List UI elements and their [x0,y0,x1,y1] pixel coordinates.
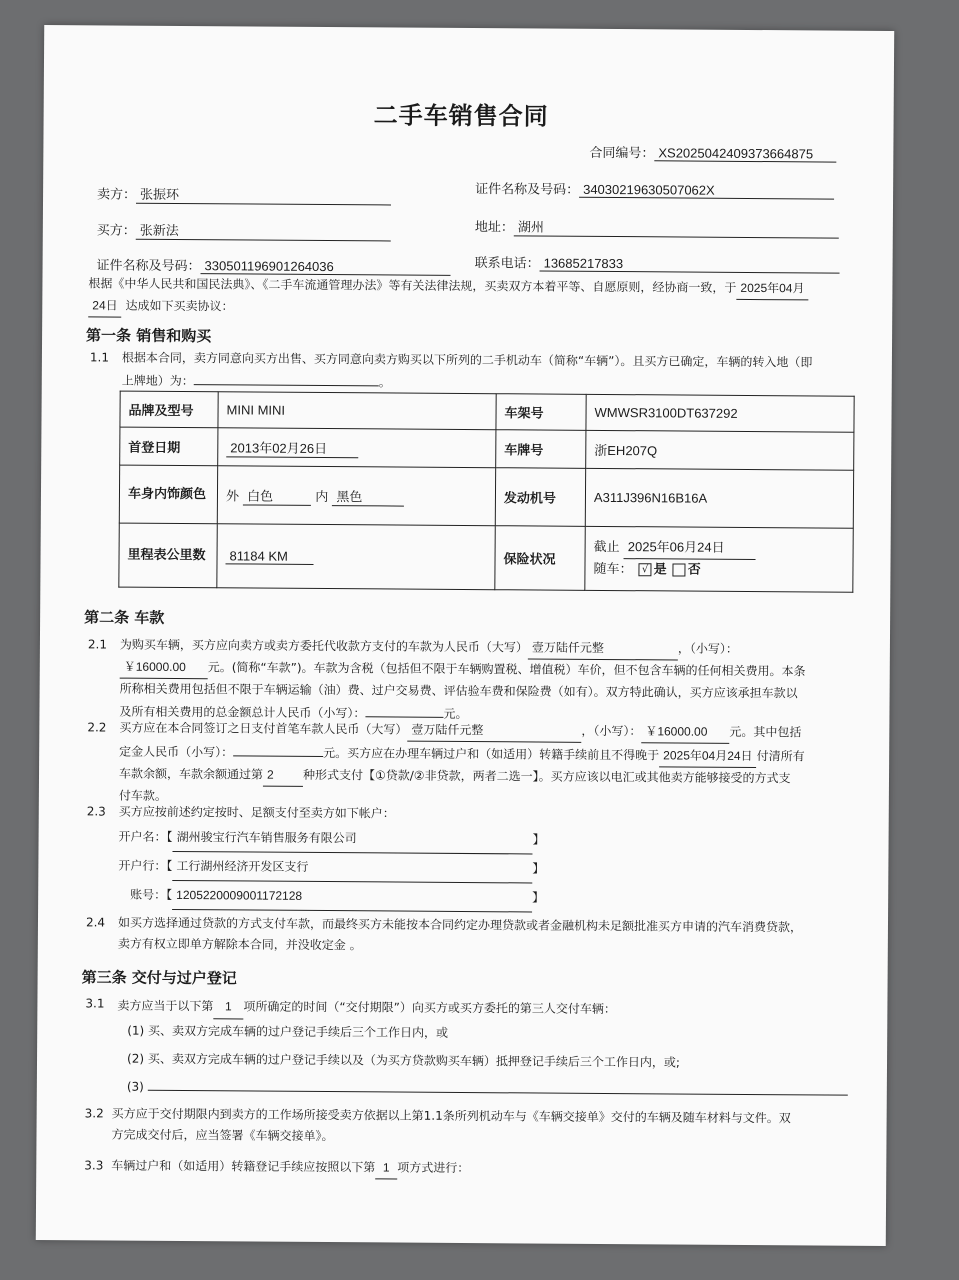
clause-3-2-number: 3.2 [84,1106,104,1121]
clause-1-1-text: 根据本合同，卖方同意向买方出售、买方同意向卖方购买以下所列的二手机动车（简称“车辆”）。且买方已确定，车辆的转入地（即 [121,350,813,370]
color-cell [217,466,495,526]
account-number-close: 】 [532,890,545,905]
exterior-color: 白色 [243,485,311,505]
account-number-label: 账号：【 [130,887,173,902]
seller-field [97,183,391,205]
clause-2-1 [119,635,860,728]
clause-3-3 [111,1156,856,1183]
mileage-label: 里程表公里数 [119,523,217,588]
clause-2-4-number: 2.4 [85,915,106,930]
contract-number [589,142,836,163]
bank-name: 工行湖州经济开发区支行 [172,852,532,884]
clause-3-1-number: 3.1 [85,996,105,1011]
buyer-name: 张新法 [136,220,391,242]
delivery-option-3-label: (3) [126,1079,144,1094]
clause-3-1-text-b: 项所确定的时间（“交付期限”）向买方或买方委托的第三人交付车辆： [243,999,616,1017]
insurance-label: 保险状况 [495,526,585,591]
clause-1-1-number: 1.1 [89,350,110,365]
registration-date-cell [218,428,496,468]
brand-value: MINI MINI [218,392,496,430]
contract-page [36,25,894,1246]
clause-2-2-text-2c: 付清所有 [756,749,805,764]
clause-3-2 [111,1104,856,1151]
delivery-option-2: (2) 买、卖双方完成车辆的过户登记手续以及（为买方贷款购买车辆）抵押登记手续后三个工作日内，或; [126,1051,680,1070]
buyer-id-value: 330501196901264036 [201,258,451,276]
buyer-address-value: 湖州 [514,216,839,238]
clause-2-2-text-4: 付车款。 [118,788,167,803]
account-name-close: 】 [532,832,545,847]
seller-label: 卖方： [97,187,137,203]
balance-due-date: 2025年04月24日 [659,745,757,768]
clause-2-4-text-2: 卖方有权立即单方解除本合同，并没收定金 。 [117,936,362,953]
clause-3-3-text: 车辆过户和（如适用）转籍登记手续应按照以下第 [111,1158,376,1175]
preamble-date-day: 24日 [88,295,122,317]
clause-2-2-text-c: 元。其中包括 [729,724,802,740]
delivery-option-3-blank [148,1075,848,1096]
clause-2-1-text-2: 元。(简称“车款”)。车款为含税（包括但不限于车辆购置税、增值税）车价，但不包含车辆的任何相关费用。本条 [207,660,806,679]
no-label: 否 [687,562,701,578]
vin-label: 车架号 [496,394,586,431]
clause-1-1 [122,348,862,397]
insurance-cell [585,526,853,592]
buyer-phone-value: 13685217833 [540,256,840,274]
delivery-option: 1 [213,994,243,1019]
clause-3-2-text: 买方应于交付期限内到卖方的工作场所接受卖方依据以上第1.1条所列机动车与《车辆交接单》交付的车辆及随车材料与文件。双 [111,1106,791,1126]
clause-2-2-text-b: ，（小写）： [581,723,642,739]
buyer-address-field [475,216,839,239]
exterior-prefix: 外 [225,488,240,504]
vehicle-info-table [118,391,854,593]
clause-2-1-text-b: ，（小写）： [677,641,738,656]
clause-2-3-number: 2.3 [86,804,106,819]
account-number-row [118,881,858,915]
buyer-phone-label: 联系电话： [474,256,540,272]
account-number: 1205220009001172128 [172,881,532,913]
clause-3-2-text-2: 方完成交付后，应当签署《车辆交接单》。 [111,1127,334,1144]
preamble-text-end: 达成如下买卖协议： [125,298,234,314]
clause-2-1-text-3: 所称相关费用包括但不限于车辆运输（油）费、过户交易费、评估验车费和保险费（如有）。双方特此确认，买方应该承担车款以 [119,681,798,701]
interior-color: 黑色 [332,486,404,507]
preamble-date-month: 2025年04月 [736,278,808,301]
seller-id-label: 证件名称及号码： [475,182,580,198]
buyer-id-label: 证件名称及号码： [96,258,201,275]
article-2-heading: 第二条 车款 [84,608,165,627]
article-1-heading: 第一条 销售和购买 [86,326,212,346]
total-amount-words: 壹万陆仟元整 [528,637,678,660]
clause-2-4 [118,913,858,960]
delivery-option-3 [117,1075,857,1104]
yes-label: 是 [653,562,667,578]
clause-2-2-text-2b: 元。买方应在办理车辆过户和（如适用）转籍手续前且不得晚于 [323,746,660,763]
clause-3-1-text: 卖方应当于以下第 [117,998,214,1014]
clause-2-2-text-2a: 定金人民币（小写）： [119,744,234,760]
contract-number-value: XS2025042409373664875 [654,145,836,162]
buyer-id-field [97,254,451,275]
document-title: 二手车销售合同 [373,101,549,131]
clause-1-1-text-end: 。 [378,375,391,390]
table-row [119,523,853,592]
payment-method: 2 [263,765,303,787]
preamble [88,273,868,322]
clause-2-1-text-end: 元。 [443,706,468,722]
first-payment-words: 壹万陆仟元整 [407,720,581,743]
buyer-address-label: 地址： [474,220,514,236]
clause-3-3-number: 3.3 [84,1158,104,1173]
color-label: 车身内饰颜色 [119,465,217,524]
seller-name: 张振环 [136,184,391,206]
delivery-option-1: (1) 买、卖双方完成车辆的过户登记手续后三个工作日内，或 [127,1023,449,1040]
plate-value: 浙EH207Q [586,430,854,470]
mileage-cell [217,524,495,590]
registration-date-label: 首登日期 [120,427,218,466]
deposit-blank [233,740,323,757]
clause-1-1-text-2: 上牌地）为： [121,373,194,389]
clause-2-2-text-3a: 车款余额，车款余额通过第 [118,766,264,782]
first-payment-amount: ￥16000.00 [641,721,729,744]
table-row [120,427,854,470]
clause-2-1-text: 为购买车辆，买方应向卖方或卖方委托代收款方支付的车款为人民币（大写） [119,637,528,655]
total-fees-blank [365,701,443,718]
clause-2-4-text: 如买方选择通过贷款的方式支付车款，而最终买方未能按本合同约定办理贷款或者金融机构未足额批准买方申请的汽车消费贷款， [117,915,803,935]
interior-prefix: 内 [315,489,329,505]
registration-place-blank [194,369,379,386]
engine-label: 发动机号 [495,468,585,527]
clause-3-1 [117,994,858,1104]
transfer-option: 1 [375,1157,397,1179]
seller-id-value: 34030219630507062X [579,182,834,200]
account-name-label: 开户名：【 [118,829,173,844]
insurance-prefix: 截止 [593,539,620,556]
table-row [120,391,854,432]
clause-2-2 [119,718,860,812]
clause-2-2-text: 买方应在本合同签订之日支付首笔车款人民币（大写） [119,720,408,737]
yes-checkbox[interactable]: √ [639,563,652,576]
seller-id-field [475,178,834,200]
article-3-heading: 第三条 交付与过户登记 [81,968,237,988]
clause-2-3 [118,802,859,915]
preamble-text: 根据《中华人民共和国民法典》、《二手车流通管理办法》等有关法律法规，买卖双方本着平等、自愿原则，经协商一致，于 [88,276,737,295]
contract-number-label: 合同编号： [589,145,655,162]
clause-3-3-text-b: 项方式进行： [397,1160,470,1176]
buyer-label: 买方： [96,223,136,239]
bank-label: 开户行：【 [118,858,173,873]
brand-label: 品牌及型号 [120,391,218,428]
table-row [119,465,853,528]
mileage-value: 81184 KM [225,548,313,565]
engine-value: A311J396N16B16A [585,468,853,528]
clause-2-2-text-3b: 种形式支付【①贷款/②非贷款，两者二选一】。买方应该以电汇或其他卖方能够接受的方式支 [302,767,791,786]
clause-2-2-number: 2.2 [87,720,107,735]
registration-date-value: 2013年02月26日 [226,437,358,458]
account-name: 湖州骏宝行汽车销售服务有限公司 [172,823,532,855]
plate-label: 车牌号 [496,430,586,469]
buyer-phone-field [475,252,840,274]
clause-2-1-number: 2.1 [87,637,108,652]
total-amount: ￥16000.00 [120,657,208,680]
no-checkbox[interactable] [673,563,686,576]
buyer-field [97,219,391,241]
clause-2-1-text-4: 及所有相关费用的总金额总计人民币（小写）： [119,704,366,721]
with-car-label: 随车： [593,561,633,578]
vin-value: WMWSR3100DT637292 [586,394,854,432]
insurance-expiry: 2025年06月24日 [624,536,756,560]
clause-2-3-text: 买方应按前述约定按时、足额支付至卖方如下帐户： [118,804,395,821]
bank-close: 】 [532,861,545,876]
